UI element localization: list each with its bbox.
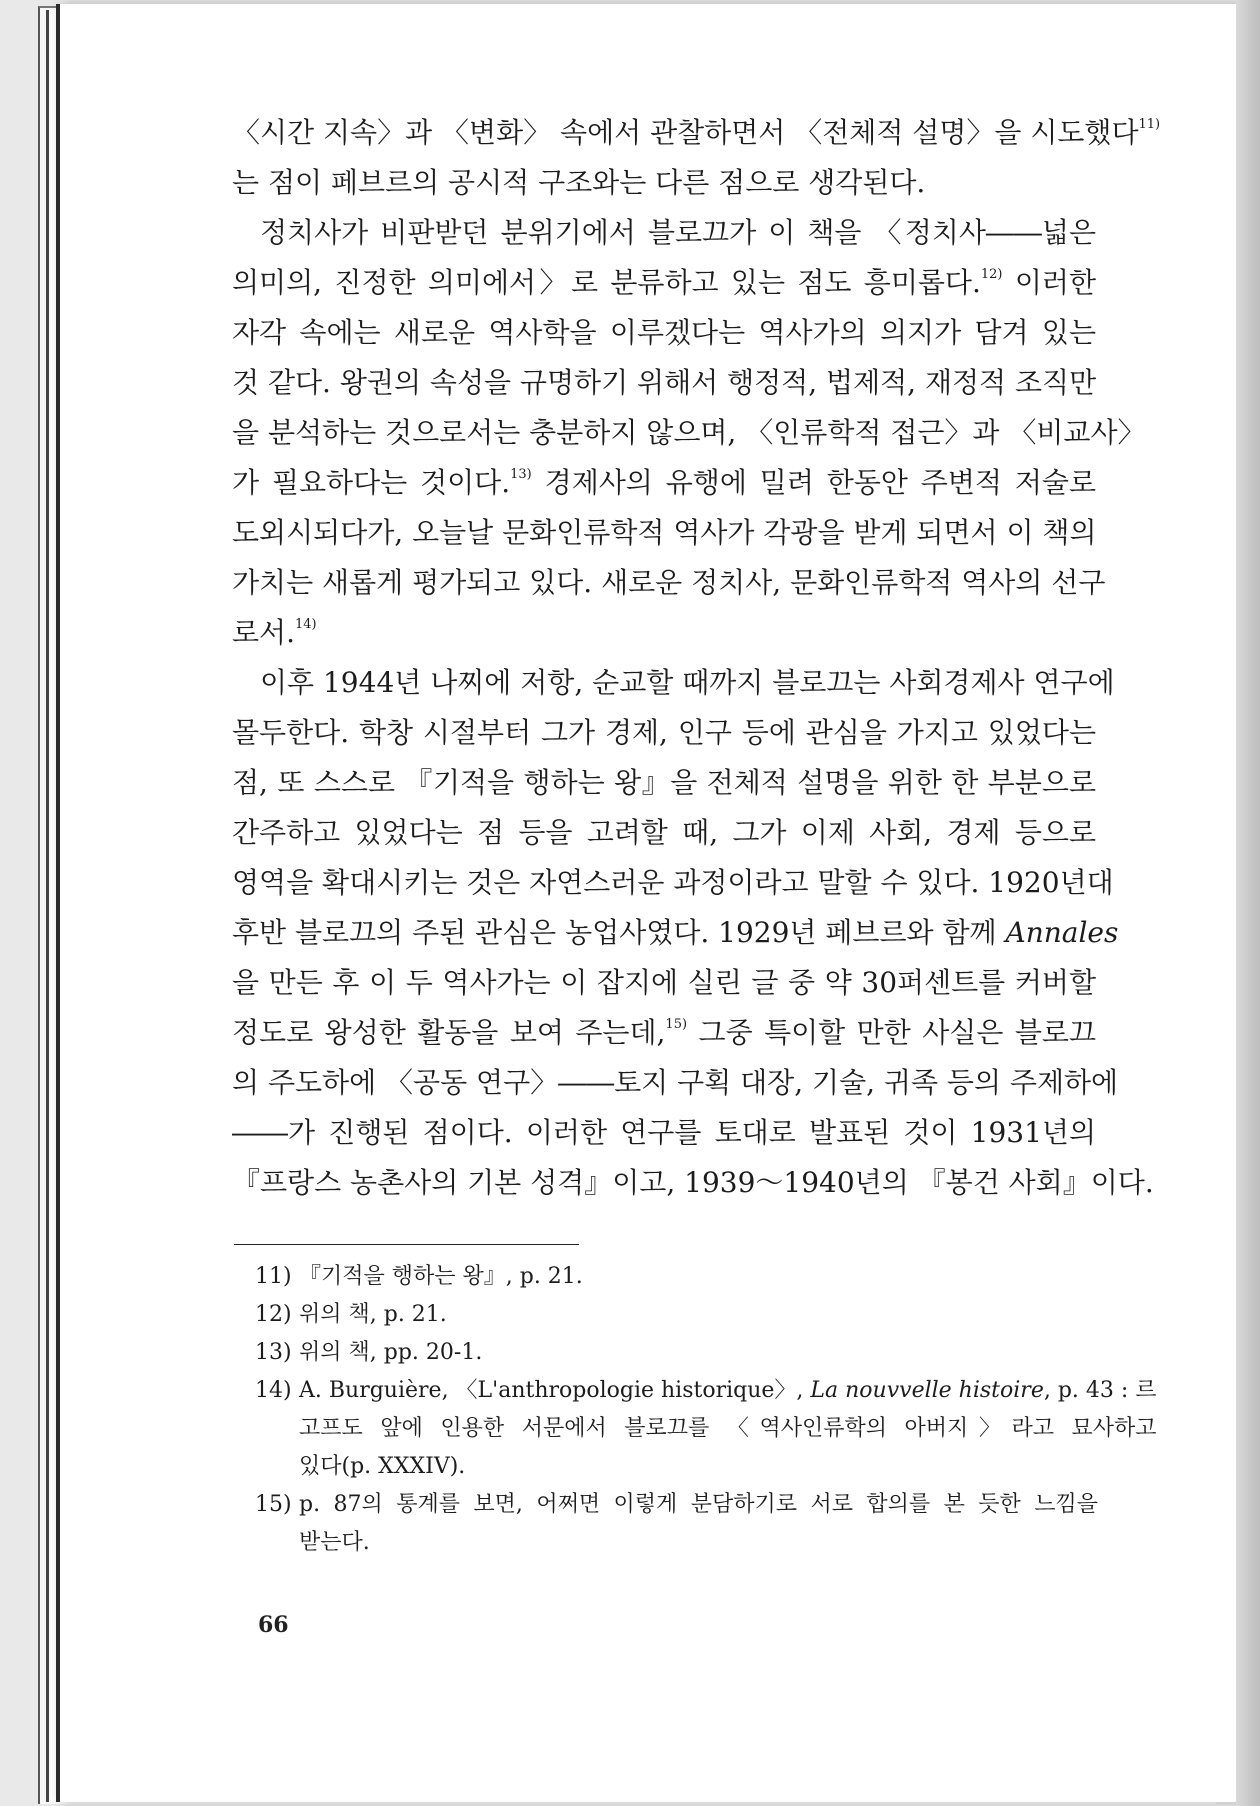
text-line [232, 608, 1096, 658]
paragraph-2 [232, 208, 1146, 658]
footnote-11 [255, 1258, 1098, 1296]
citation-author: A. Burguière, 〈L'anthropologie historique〉, [299, 1378, 804, 1403]
footnote-number: 12) [255, 1302, 292, 1327]
footnote-number: 11) [255, 1264, 292, 1289]
text-line: 이후 1944년 나찌에 저항, 순교할 때까지 블로끄는 사회경제사 연구에 [260, 666, 1115, 699]
text-line: 몰두한다. 학창 시절부터 그가 경제, 인구 등에 관심을 가지고 있었다는 [232, 716, 1096, 749]
text-line: 영역을 확대시키는 것은 자연스러운 과정이라고 말할 수 있다. 1920년대 [232, 866, 1114, 899]
text-line: 것 같다. 왕권의 속성을 규명하기 위해서 행정적, 법제적, 재정적 조직만 [232, 366, 1097, 399]
text-line: 가치는 새롭게 평가되고 있다. 새로운 정치사, 문화인류학적 역사의 선구 [232, 566, 1106, 599]
footnote-divider [234, 1244, 579, 1245]
footnote-number: 14) [255, 1378, 292, 1403]
footnote-ref-13[interactable]: 13) [510, 467, 532, 482]
text-line: ――가 진행된 점이다. 이러한 연구를 토대로 발표된 것이 1931년의 [232, 1116, 1096, 1149]
footnote-text: 위의 책, p. 21. [299, 1302, 447, 1327]
text-span: 로서. [232, 616, 295, 649]
text-line: 있다(p. XXXIV). [299, 1454, 466, 1479]
text-line: 을 만든 후 이 두 역사가는 이 잡지에 실린 글 중 약 30퍼센트를 커버할 [232, 966, 1096, 999]
footnote-ref-12[interactable]: 12) [980, 267, 1003, 282]
text-line [232, 458, 1096, 508]
text-span: 〈시간 지속〉과 〈변화〉 속에서 관찰하면서 〈전체적 설명〉을 시도했다 [232, 116, 1139, 149]
footnote-number: 13) [255, 1340, 292, 1365]
text-line: 고프도 앞에 인용한 서문에서 블로끄를 〈역사인류학의 아버지〉라고 묘사하고 [299, 1416, 1157, 1441]
text-line: 간주하고 있었다는 점 등을 고려할 때, 그가 이제 사회, 경제 등으로 [232, 816, 1096, 849]
text-line [232, 108, 1161, 158]
footnote-text: 위의 책, pp. 20-1. [299, 1340, 483, 1365]
text-span: 가 필요하다는 것이다. [232, 466, 511, 499]
text-line: 점, 또 스스로 『기적을 행하는 왕』을 전체적 설명을 위한 한 부분으로 [232, 766, 1096, 799]
text-span: 그중 특이할 만한 사실은 블로끄 [698, 1016, 1096, 1049]
text-span: 정도로 왕성한 활동을 보여 주는데, [232, 1016, 666, 1049]
page-edge-shadow [1236, 0, 1260, 1806]
footnote-ref-15[interactable]: 15) [665, 1017, 688, 1032]
text-line [232, 1008, 1096, 1058]
text-line: 정치사가 비판받던 분위기에서 블로끄가 이 책을 〈정치사――넓은 [260, 216, 1096, 249]
footnote-text [299, 1372, 1157, 1486]
text-span: 경제사의 유행에 밀려 한동안 주변적 저술로 [544, 466, 1096, 499]
text-line: 의 주도하에 〈공동 연구〉――토지 구획 대장, 기술, 귀족 등의 주제하에 [232, 1066, 1119, 1099]
text-line: p. 87의 통계를 보면, 어쩌면 이렇게 분담하기로 서로 합의를 본 듯한 느낌을 [299, 1492, 1098, 1517]
text-line: 도외시되다가, 오늘날 문화인류학적 역사가 각광을 받게 되면서 이 책의 [232, 516, 1097, 549]
paragraph-1 [232, 108, 1161, 208]
text-line: 『프랑스 농촌사의 기본 성격』이고, 1939～1940년의 『봉건 사회』이다. [232, 1166, 1154, 1199]
citation-title: La nouvvelle histoire [810, 1378, 1044, 1403]
footnote-text: 『기적을 행하는 왕』, p. 21. [299, 1264, 583, 1289]
body-text [232, 108, 1161, 1208]
footnote-14 [255, 1372, 1157, 1486]
footnote-number: 15) [255, 1492, 292, 1517]
text-span: 후반 블로끄의 주된 관심은 농업사였다. 1929년 페브르와 함께 [232, 916, 997, 949]
footnote-15 [255, 1486, 1098, 1562]
text-line: 받는다. [299, 1530, 370, 1555]
text-span: 의미의, 진정한 의미에서〉로 분류하고 있는 점도 흥미롭다. [232, 266, 981, 299]
text-line: 자각 속에는 새로운 역사학을 이루겠다는 역사가의 의지가 담겨 있는 [232, 316, 1096, 349]
footnotes [255, 1258, 1157, 1562]
footnote-12 [255, 1296, 1098, 1334]
text-line [232, 258, 1096, 308]
footnote-text [299, 1486, 1098, 1562]
footnote-13 [255, 1334, 1098, 1372]
text-span: 이러한 [1014, 266, 1097, 299]
journal-title: Annales [1005, 916, 1119, 949]
page-number: 66 [258, 1612, 289, 1638]
footnote-ref-11[interactable]: 11) [1138, 117, 1161, 132]
text-line: 는 점이 페브르의 공시적 구조와는 다른 점으로 생각된다. [232, 166, 926, 199]
text-line [299, 1372, 1157, 1410]
citation-rest: , p. 43 : 르 [1043, 1378, 1157, 1403]
text-line [232, 908, 1119, 958]
text-line: 을 분석하는 것으로서는 충분하지 않으며, 〈인류학적 접근〉과 〈비교사〉 [232, 416, 1146, 449]
paragraph-3 [232, 658, 1154, 1208]
footnote-ref-14[interactable]: 14) [295, 617, 317, 632]
